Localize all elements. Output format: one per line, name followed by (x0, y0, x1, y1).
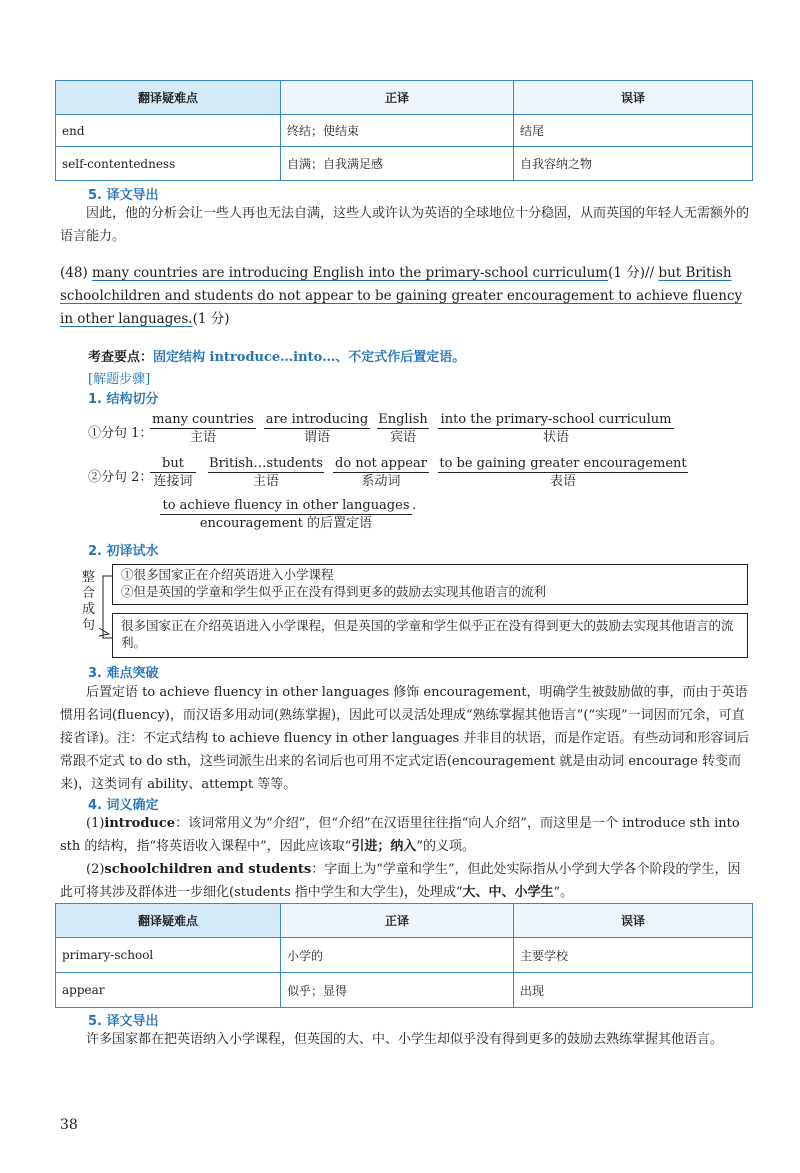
table-cell: self-contentedness (56, 147, 281, 181)
combined-translation-box: 很多国家正在介绍英语进入小学课程，但是英国的学童和学生似乎正在没有得到更大的鼓励去实现其他语言的流利。 (112, 613, 748, 658)
table-cell: end (56, 115, 281, 147)
clause-1-subject: many countries 主语 (150, 411, 256, 447)
question-48 (60, 262, 750, 331)
section-title-2: 2. 初译试水 (88, 544, 159, 559)
combine-sentence-label: 整合成句 (82, 570, 96, 633)
table-cell: 自我容纳之物 (514, 147, 753, 181)
score-1: (1 分)// (608, 265, 659, 281)
clause-2-label: ②分句 2： (88, 470, 153, 485)
clause-2-subject: British…students 主语 (209, 456, 323, 489)
section-title-1: 1. 结构切分 (88, 392, 159, 407)
clause-2-attributive: to achieve fluency in other languages encouragement 的后置定语 (160, 497, 412, 533)
section-title-4: 4. 词义确定 (88, 798, 159, 813)
section-title-5b: 5. 译文导出 (88, 1014, 159, 1029)
question-part-2: but British schoolchildren and students do not appear to be gaining greater encouragement to achieve fluency in other languages. (60, 265, 743, 327)
table1-header-wrong: 误译 (514, 81, 753, 115)
table1-header-correct: 正译 (281, 81, 514, 115)
key-points-label: 考查要点： (88, 350, 154, 365)
table-row (56, 115, 753, 147)
term-introduce: introduce (104, 816, 176, 831)
key-points (88, 346, 465, 365)
table-cell: 似乎；显得 (281, 973, 514, 1008)
table-cell: primary-school (56, 938, 281, 973)
table1-header-difficulty: 翻译疑难点 (56, 81, 281, 115)
table-row (56, 147, 753, 181)
table-cell: 自满；自我满足感 (281, 147, 514, 181)
question-part-1: many countries are introducing English into the primary-school curriculum (92, 265, 609, 281)
word-sense-1: (1)introduce：该词常用义为“介绍”，但“介绍”在汉语里往往指“向人介绍”，而这里是一个 introduce sth into sth 的结构，指“将英语收入课程中”，因此应该取“引进；纳入”的义项。 (60, 816, 740, 854)
table2-header-wrong: 误译 (514, 904, 753, 938)
initial-line-1: ①很多国家正在介绍英语进入小学课程 (121, 567, 334, 582)
table-cell: 出现 (514, 973, 753, 1008)
clause-1-object: English 宾语 (378, 412, 428, 445)
clause-1-label: ①分句 1： (88, 426, 153, 441)
term-schoolchildren: schoolchildren and students (104, 862, 312, 877)
section-title-3: 3. 难点突破 (88, 666, 159, 681)
question-number: (48) (60, 265, 88, 281)
clause-2-linking-verb: do not appear 系动词 (333, 455, 429, 491)
initial-line-2: ②但是英国的学童和学生似乎正在没有得到更多的鼓励去实现其他语言的流利 (121, 584, 547, 599)
table-cell: 终结；使结束 (281, 115, 514, 147)
translation-output-5b: 许多国家都在把英语纳入小学课程，但英国的大、中、小学生却似乎没有得到更多的鼓励去熟练掌握其他语言。 (86, 1032, 724, 1047)
steps-label: [解题步骤] (88, 372, 151, 387)
translation-table-2 (55, 903, 753, 1008)
table-row (56, 973, 753, 1008)
initial-translation-box (112, 564, 748, 605)
score-2: (1 分) (192, 311, 230, 327)
translation-output-5a: 因此，他的分析会让一些人再也无法自满，这些人或许认为英语的全球地位十分稳固，从而英国的年轻人无需额外的语言能力。 (60, 206, 750, 244)
table2-header-correct: 正译 (281, 904, 514, 938)
table2-header-difficulty: 翻译疑难点 (56, 904, 281, 938)
word-sense-2: (2)schoolchildren and students：字面上为“学童和学生”，但此处实际指从小学到大学各个阶段的学生，因此可将其涉及群体进一步细化(students 指中学生和大学生)，处理成“大、中、小学生”。 (60, 862, 741, 900)
table-cell: 小学的 (281, 938, 514, 973)
clause-1-adverbial: into the primary-school curriculum 状语 (438, 411, 674, 447)
key-points-text: 固定结构 introduce…into…、不定式作后置定语。 (153, 350, 466, 365)
clause-2-predicative: to be gaining greater encouragement 表语 (439, 456, 687, 489)
translation-table-1 (55, 80, 753, 181)
table-cell: appear (56, 973, 281, 1008)
table-cell: 结尾 (514, 115, 753, 147)
clause-2-conjunction: but 连接词 (150, 455, 196, 491)
clause-2-period: . (412, 498, 417, 513)
difficulty-analysis: 后置定语 to achieve fluency in other languages 修饰 encouragement，明确学生被鼓励做的事，而由于英语惯用名词(fluency)，而汉语多用动词(熟练掌握)，因此可以灵活处理成“熟练掌握其他语言”(“实现”一词因而冗余，可直接省译)。注：不定式结构 to achieve fluency in other languages 并非目的状语，而是作定语。有些动词和形容词后常跟不定式 to do sth，这些词派生出来的名词后也可用不定式定语(encouragement 就是由动词 encourage 转变而来)，这类词有 ability、attempt 等等。 (60, 685, 750, 792)
page-number: 38 (60, 1117, 78, 1133)
section-title-5a: 5. 译文导出 (88, 188, 159, 203)
table-row (56, 938, 753, 973)
table-cell: 主要学校 (514, 938, 753, 973)
clause-1-predicate: are introducing 谓语 (265, 412, 369, 445)
